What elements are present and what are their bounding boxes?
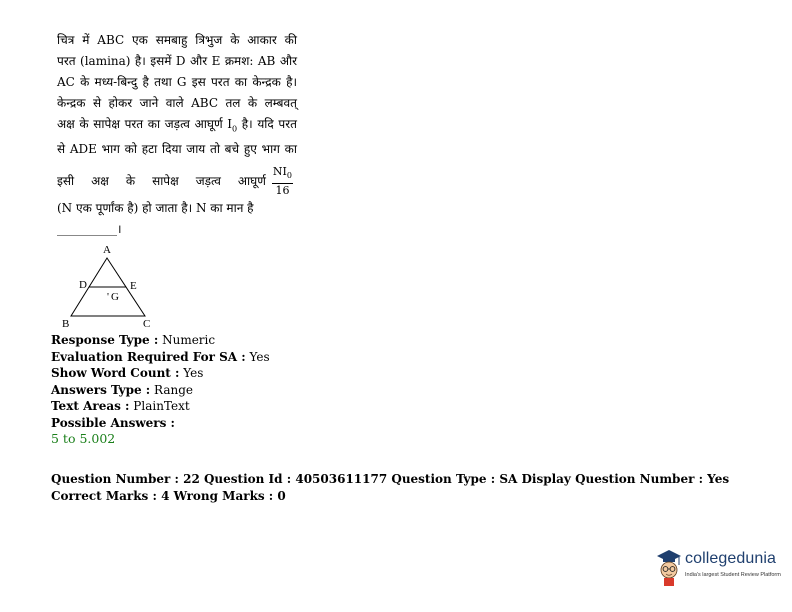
question-line-6: से ADE भाग को हटा दिया जाय तो बचे हुए भाग का — [57, 142, 297, 157]
label-e: E — [130, 280, 137, 292]
word-count-row — [51, 365, 270, 382]
question-line-8: (N एक पूर्णांक है) हो जाता है। N का मान है — [57, 201, 254, 216]
evaluation-value: Yes — [245, 349, 270, 364]
possible-answers-row — [51, 415, 270, 432]
question-line-5-tail: है। यदि परत — [237, 117, 298, 131]
fraction-numerator-text: NI — [272, 164, 287, 178]
question-line-5 — [57, 114, 297, 139]
response-type-value: Numeric — [158, 333, 216, 347]
response-type-label: Response Type : — [51, 333, 159, 347]
word-count-label: Show Word Count : — [51, 366, 180, 380]
question-info-line-1: Question Number : 22 Question Id : 40503611177 Question Type : SA Display Question Number : Yes — [51, 472, 730, 486]
graduate-cap-face-icon — [655, 548, 683, 588]
response-meta — [51, 332, 270, 448]
question-line-2: परत (lamina) है। इसमें D और E क्रमश: AB और — [57, 54, 297, 68]
collegedunia-logo — [655, 548, 785, 596]
logo-brand: collegedunia — [685, 550, 777, 567]
fraction-denominator: 16 — [275, 183, 290, 197]
text-areas-label: Text Areas : — [51, 399, 130, 413]
fraction-row — [57, 164, 297, 198]
fraction-ni0-16 — [272, 165, 293, 198]
question-line-3: AC के मध्य-बिन्दु है तथा G इस परत का केन्द्रक है। — [57, 75, 297, 89]
label-a: A — [103, 244, 111, 256]
question-info — [51, 471, 729, 505]
logo-tagline: India's largest Student Review Platform — [685, 572, 781, 578]
label-g-mark: ' — [107, 291, 109, 303]
word-count-value: Yes — [179, 366, 204, 380]
question-line-1: चित्र में ABC एक समबाहु त्रिभुज के आकार की — [57, 33, 297, 47]
answers-type-label: Answers Type : — [51, 382, 151, 397]
label-g: G — [111, 291, 119, 303]
text-areas-row — [51, 398, 270, 415]
answers-type-value: Range — [150, 382, 194, 397]
triangle-diagram — [58, 238, 168, 330]
fraction-lead-text: इसी अक्ष के सापेक्ष जड़त्व आघूर्ण — [57, 173, 266, 188]
fraction-numerator — [272, 165, 293, 184]
label-d: D — [79, 279, 87, 291]
label-c: C — [143, 318, 151, 330]
possible-answers-label: Possible Answers : — [51, 415, 175, 430]
label-b: B — [62, 318, 70, 330]
i0-subscript: 0 — [232, 124, 238, 134]
evaluation-row — [51, 349, 270, 366]
text-areas-value: PlainText — [129, 399, 190, 413]
question-text — [57, 30, 297, 240]
triangle-figure — [58, 238, 168, 330]
fraction-numerator-sub: 0 — [286, 170, 292, 180]
answer-blank: __________। — [57, 222, 122, 237]
possible-answers-value: 5 to 5.002 — [51, 431, 116, 446]
answers-type-row — [51, 382, 270, 399]
question-info-line-2: Correct Marks : 4 Wrong Marks : 0 — [51, 489, 286, 503]
question-line-5-text: अक्ष के सापेक्ष परत का जड़त्व आघूर्ण I — [57, 117, 233, 131]
evaluation-label: Evaluation Required For SA : — [51, 349, 246, 364]
question-line-4: केन्द्रक से होकर जाने वाले ABC तल के लम्बवत् — [57, 96, 297, 110]
response-type-row — [51, 332, 270, 349]
